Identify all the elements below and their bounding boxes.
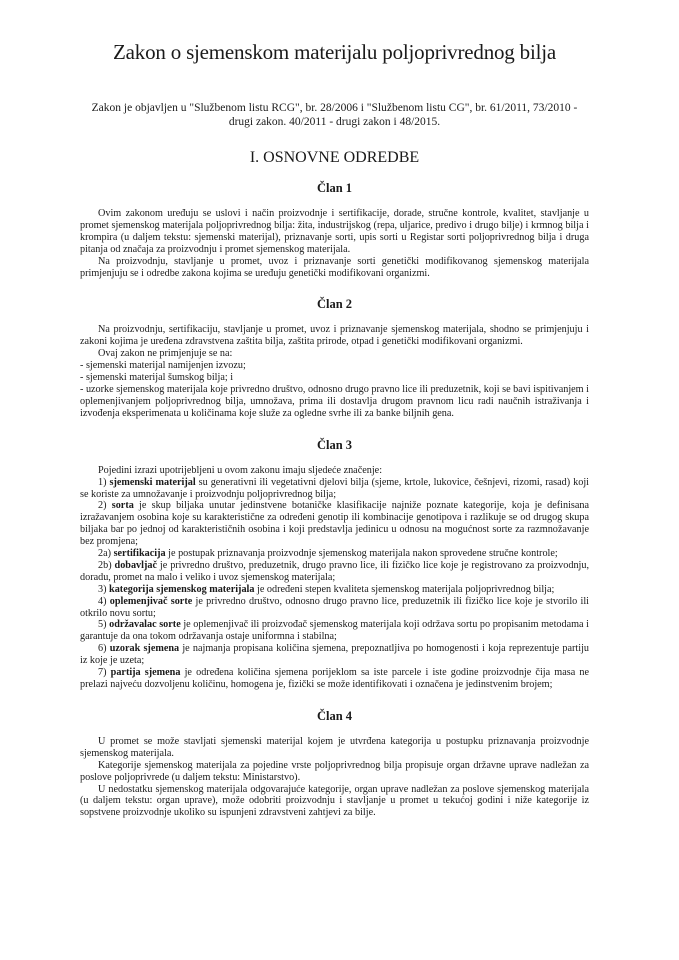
article-heading: Član 2 [316,297,353,312]
article-paragraph: Ovim zakonom uređuju se uslovi i način proizvodnje i sertifikacije, dorade, stručne kontrole, kvalitet, stavljanje u promet sjemenskog materijala poljoprivrednog bilja: žita, industrijskog (repa, uljarice, predivo i drugo bilje) i krmnog bilja i krompira (u daljem tekstu: sjemenski materijal), priznavanje sorti, upis sorti u Registar sorti poljoprivrednog bilja i druga pitanja od značaja za proizvodnju i promet sjemenskog materijala. [80,208,589,255]
section-heading: I. OSNOVNE ODREDBE [249,149,420,166]
article-paragraph: U promet se može stavljati sjemenski materijal kojem je utvrđena kategorija u postupku priznavanja proizvodnje sjemenskog materijala. [80,735,589,759]
definition-term: partija sjemena [110,667,181,679]
list-item: - uzorke sjemenskog materijala koje privredno društvo, odnosno drugo pravno lice ili preduzetnik, koji se bavi ispitivanjem i oplemenjivanjem poljoprivrednog bilja, umnožava, prima ili dostavlja drugom pravnom licu radi naučnih istraživanja i izvođenja eksperimenata u količinama koje služe za ogledne svrhe ili za banke biljnih gena. [80,383,589,419]
definition-item: 2) sorta je skup biljaka unutar jedinstvene botaničke klasifikacije najniže poznate kategorije, koja je definisana izražavanjem osobina koje su karakteristične za određeni genotip ili kombinacije genotipova i razlikuje se od drugog skupa biljaka bar po jednoj od karakterističnih osobina i koji predstavlja jedinicu u odnosu na mogućnost sorte za razmnožavanje bez promjena; [80,500,590,548]
article-paragraph: Ovaj zakon ne primjenjuje se na: [98,348,233,360]
document-title: Zakon o sjemenskom materijalu poljoprivrednog bilja [113,40,556,64]
article-paragraph: U nedostatku sjemenskog materijala odgovarajuće kategorije, organ uprave nadležan za poslove sjemenskog materijala (u daljem tekstu: organ uprave), može odobriti proizvodnju i stavljanje u promet u tekućoj godini i niže kategorije iz sopstvene proizvodnje ukoliko su ispunjeni zdravstveni zahtjevi za bilje. [80,783,589,819]
definition-item: 2a) sertifikacija je postupak priznavanja proizvodnje sjemenskog materijala nakon sprovedene stručne kontrole; [98,548,558,560]
definition-item: 6) uzorak sjemena je najmanja propisana količina sjemena, prepoznatljiva po homogenosti i koja reprezentuje partiju iz koje je uzeta; [80,643,589,667]
list-item: - sjemenski materijal šumskog bilja; i [80,372,234,384]
article-paragraph: Na proizvodnju, sertifikaciju, stavljanje u promet, uvoz i priznavanje sjemenskog materijala, shodno se primjenjuju i zakoni kojima je uređena zdravstvena zaštita bilja, zaštita prirode, otpad i genetički modifikovani organizmi. [80,324,589,348]
article-1 [80,181,589,279]
definition-item: 7) partija sjemena je određena količina sjemena porijeklom sa iste parcele i iste godine proizvodnje čija masa ne prelazi najveću dozvoljenu količinu, homogena je, fizički se može identifikovati i označena je jedinstvenim brojem; [80,667,589,690]
article-2 [80,297,589,419]
publication-note: Zakon je objavljen u "Službenom listu RCG", br. 28/2006 i "Službenom listu CG", br. 61/2011, 73/2010 - drugi zakon. 40/2011 - drugi zakon i 48/2015. [91,102,578,128]
list-item: - sjemenski materijal namijenjen izvozu; [80,360,246,372]
definition-term: oplemenjivač sorte [109,595,193,607]
definition-item: 1) sjemenski materijal su generativni ili vegetativni djelovi bilja (sjeme, krtole, lukovice, češnjevi, rizomi, rasad) koji se koriste za umnožavanje i proizvodnju poljoprivrednog bilja; [80,476,589,500]
article-heading: Član 3 [316,437,353,452]
article-4 [80,709,589,819]
definition-item: 2b) dobavljač je privredno društvo, preduzetnik, drugo pravno lice, ili fizičko lice koje je registrovano za proizvodnju, doradu, promet na malo i veliko i uvoz sjemenskog materijala; [80,559,590,583]
definition-term: sertifikacija [113,548,166,560]
definition-item: 5) održavalac sorte je oplemenjivač ili proizvođač sjemenskog materijala koji održava sortu po propisanim metodama i garantuje da ona tokom održavanja ostaje uniformna i stabilna; [80,619,589,643]
article-heading: Član 4 [316,708,353,723]
article-3 [80,438,589,691]
definition-term: sjemenski materijal [109,476,196,488]
article-lead: Pojedini izrazi upotrijebljeni u ovom zakonu imaju sljedeće značenje: [98,464,383,476]
definition-term: održavalac sorte [109,619,181,631]
definition-term: dobavljač [114,559,157,571]
definition-item: 3) kategorija sjemenskog materijala je određeni stepen kvaliteta sjemenskog materijala poljoprivrednog bilja; [98,583,555,595]
definition-term: kategorija sjemenskog materijala [109,583,255,595]
article-heading: Član 1 [316,181,353,195]
definition-term: uzorak sjemena [109,643,180,655]
article-paragraph: Kategorije sjemenskog materijala za pojedine vrste poljoprivrednog bilja propisuje organ državne uprave nadležan za poslove poljoprivrede (u daljem tekstu: Ministarstvo). [80,759,589,783]
article-paragraph: Na proizvodnju, stavljanje u promet, uvoz i priznavanje sorti genetički modifikovanog sjemenskog materijala primjenjuju se i odredbe zakona kojima se uređuju genetički modifikovani organizmi. [80,255,589,279]
definition-item: 4) oplemenjivač sorte je privredno društvo, odnosno drugo pravno lice, preduzetnik ili fizičko lice koje je stvorilo ili otkrilo novu sortu; [80,595,590,619]
definition-term: sorta [111,500,134,512]
